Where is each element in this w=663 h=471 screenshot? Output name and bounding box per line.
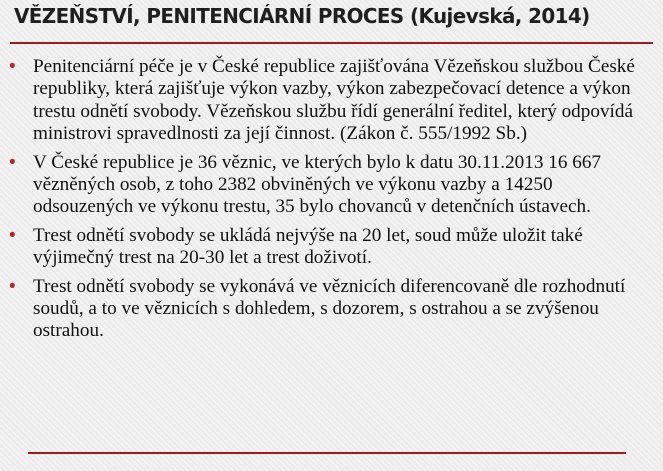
bullet-item-prison-types (0, 276, 663, 343)
bullet-text: Trest odnětí svobody se vykonává ve věznicích diferencovaně dle rozhodnutí soudů, a to ve věznicích s dohledem, s dozorem, s ostrahou a se zvýšenou ostrahou. (33, 275, 626, 342)
bullet-text: Penitenciární péče je v České republice zajišťována Vězeňskou službou České republiky, která zajišťuje výkon vazby, výkon zabezpečovací detence a výkon trestu odnětí svobody. Vězeňskou službu řídí generální ředitel, který odpovídá ministrovi spravedlnosti za její činnost. (Zákon č. 555/1992 Sb.) (33, 56, 635, 145)
bullet-item-sentence-length (0, 225, 663, 270)
slide-title: VĚZEŇSTVÍ, PENITENCIÁRNÍ PROCES (Kujevská, 2014) (14, 4, 590, 28)
bullet-item-prison-statistics (0, 152, 663, 219)
bullet-item-prison-service (0, 56, 663, 146)
bullet-list (0, 56, 663, 349)
bottom-divider (28, 452, 626, 454)
bullet-icon: • (9, 151, 16, 173)
bullet-icon: • (9, 275, 16, 297)
bullet-icon: • (9, 56, 16, 77)
bullet-text: Trest odnětí svobody se ukládá nejvýše na 20 let, soud může uložit také výjimečný trest na 20-30 let a trest doživotí. (33, 224, 583, 269)
title-underline-divider (10, 42, 653, 44)
bullet-text: V České republice je 36 věznic, ve kterých bylo k datu 30.11.2013 16 667 vězněných osob, z toho 2382 obviněných ve výkonu vazby a 14250 odsouzených ve výkonu trestu, 35 bylo chovanců v detenčních ústavech. (33, 151, 602, 218)
bullet-icon: • (9, 224, 16, 246)
